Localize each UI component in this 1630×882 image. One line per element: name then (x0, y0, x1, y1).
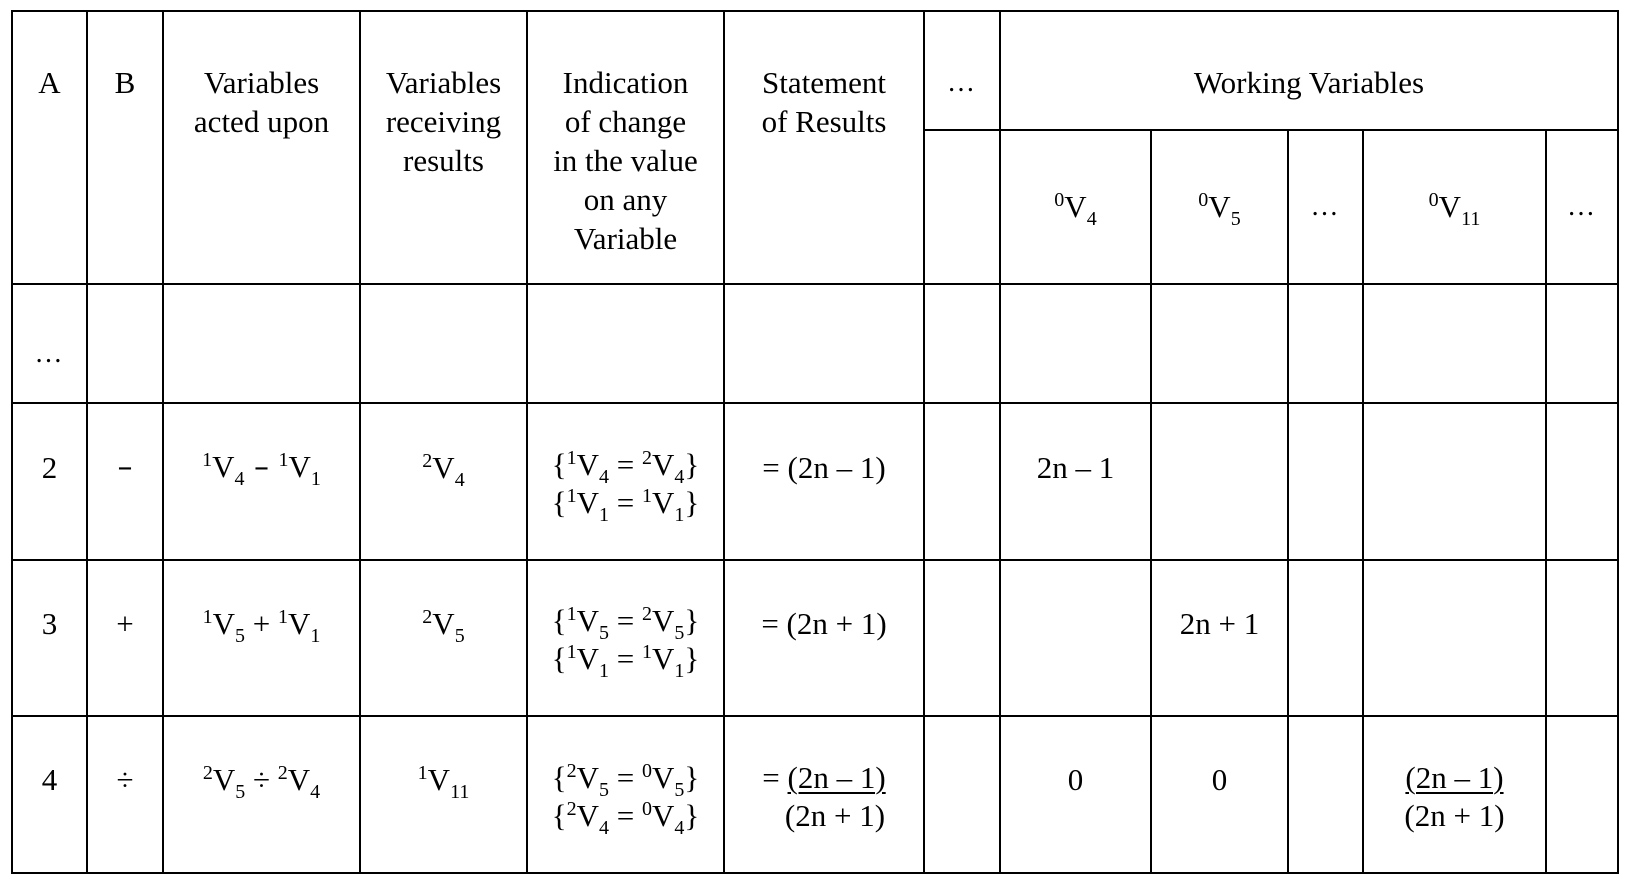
row-3-indication: $\{^1V_5 = ^2V_5\}$ $\{^1V_1 = ^1V_1\}$ (551, 603, 700, 682)
header-var-v5: $^0V_5$ (1198, 189, 1241, 230)
header-col-a: A (38, 65, 61, 100)
statement-fraction: = (2n – 1) (2n + 1) (762, 759, 886, 833)
row-3-receiving: $^2V_5$ (422, 606, 465, 647)
v11-fraction: $\frac{(2n - 1)}{(2n + 1)}$ (1404, 759, 1505, 833)
row-2-b: – (117, 449, 133, 485)
header-indication-of-change: Indication of change in the value on any Variable (553, 65, 698, 256)
row-4-acted: $^2V_5 \div ^2V_4$ (202, 761, 321, 803)
header-variables-acted-upon: Variables acted upon (193, 65, 330, 139)
row-4-receiving: $^1V_{11}$ (417, 761, 470, 803)
row-3-statement: = (2n + 1) (761, 606, 887, 641)
row-4-v11 (1363, 716, 1546, 873)
row-ellipsis-a: … (34, 337, 65, 369)
row-3-v5: 2n + 1 (1179, 606, 1260, 641)
header-var-v4: $^0V_4$ (1054, 189, 1097, 230)
row-2-statement: = (2n – 1) (762, 449, 886, 485)
row-2-v4: 2n – 1 (1036, 449, 1115, 485)
row-4-b: ÷ (116, 761, 134, 797)
row-4-v5: 0 (1211, 761, 1228, 797)
row-3-acted: $^1V_5 + ^1V_1$ (202, 606, 321, 647)
row-2-indication: $\{^1V_4 = ^2V_4\}$ $\{^1V_1 = ^1V_1\}$ (551, 446, 700, 526)
row-2-a: 2 (41, 449, 58, 485)
row-4-a: 4 (41, 761, 58, 797)
row-4-indication: $\{^2V_5 = ^0V_5\}$ $\{^2V_4 = ^0V_4\}$ (551, 759, 700, 839)
header-variables-receiving-results: Variables receiving results (385, 65, 502, 178)
header-working-variables: Working Variables (1193, 65, 1425, 100)
row-4-statement (724, 716, 924, 873)
header-col-b: B (114, 65, 136, 100)
header-var-end: … (1567, 191, 1597, 222)
header-gap-ellipsis: … (947, 67, 977, 98)
row-2-acted: $^1V_4 - ^1V_1$ (202, 449, 321, 490)
row-2-receiving: $^2V_4$ (422, 449, 465, 491)
header-statement-of-results: Statement of Results (761, 65, 887, 139)
header-var-gap: … (1310, 191, 1341, 222)
row-3-b: + (116, 606, 134, 641)
row-3-a: 3 (41, 606, 58, 641)
row-4-v4: 0 (1067, 761, 1084, 797)
header-var-v11: $^0V_{11}$ (1428, 189, 1481, 230)
